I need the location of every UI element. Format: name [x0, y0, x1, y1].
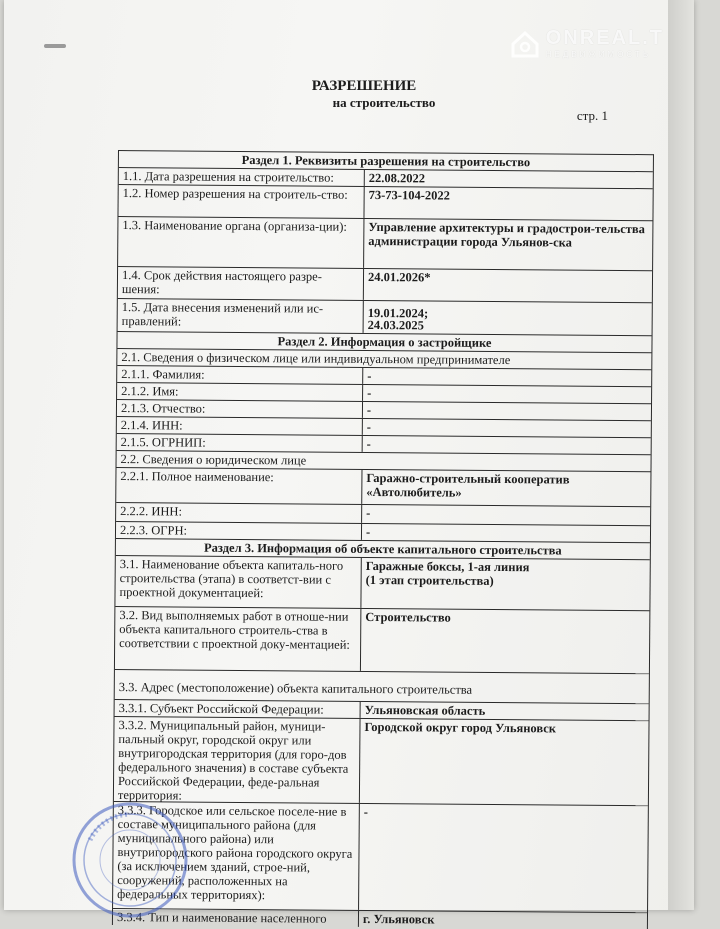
house-icon — [510, 29, 540, 59]
table-row — [113, 909, 647, 929]
field-label: 2.2.3. ОГРН: — [116, 522, 362, 540]
table-row — [118, 299, 652, 336]
field-label: 1.3. Наименование органа (организа-ции): — [118, 217, 364, 268]
watermark-subtitle: НЕДВИЖИМОСТЬ — [545, 50, 652, 59]
document-title: РАЗРЕШЕНИЕ — [311, 78, 417, 94]
table-row — [118, 217, 652, 271]
section-3-header: Раздел 3. Информация об объекте капитального строительства — [116, 539, 650, 560]
field-label: 1.4. Срок действия настоящего разре-шения: — [118, 267, 364, 300]
table-row — [118, 185, 652, 221]
field-label: 2.1.5. ОГРНИП: — [117, 434, 363, 452]
document-subtitle: на строительство — [332, 95, 436, 110]
subsection-legal-entity: 2.2. Сведения о юридическом лице — [117, 451, 651, 472]
field-label: 2.1.3. Отчество: — [117, 400, 363, 418]
field-label: 3.3.1. Субъект Российской Федерации: — [115, 700, 361, 718]
field-label: 1.1. Дата разрешения на строительство: — [119, 168, 365, 186]
field-value: г. Ульяновск — [362, 911, 435, 927]
field-value: 22.08.2022 — [368, 170, 426, 186]
field-value: Управление архитектуры и градострои-тельства администрации города Ульянов-ска — [368, 219, 646, 250]
ink-mark — [44, 44, 66, 48]
table-row — [115, 556, 649, 611]
field-label: 2.2.1. Полное наименование: — [116, 468, 362, 504]
field-value: Городской округ город Ульяновск — [364, 719, 557, 736]
table-row — [115, 607, 649, 674]
field-label: 3.3.4. Тип и наименование населенного — [113, 909, 359, 927]
field-label: 2.1.2. Имя: — [117, 383, 363, 401]
watermark — [510, 28, 664, 59]
field-label: 3.3.3. Городское или сельское поселе-ние в составе муниципального района (для муниципального района) или внутригородского района городского округа (за исключением зданий, строе-ний, сооружений, расположенных на федеральных территориях): — [113, 802, 360, 910]
page-number: стр. 1 — [576, 108, 608, 123]
field-value: Гаражные боксы, 1-ая линия (1 этап строительства) — [365, 558, 530, 588]
watermark-brand: ONREAL.T — [545, 27, 664, 49]
field-label: 2.1.1. Фамилия: — [117, 366, 363, 384]
field-value: - — [366, 505, 371, 520]
field-value: Ульяновская область — [364, 702, 486, 718]
field-value: - — [366, 402, 372, 417]
field-label: 3.1. Наименование объекта капиталь-ного строительства (этапа) в соответст-вии с проектной документацией: — [115, 556, 361, 608]
table-row — [113, 802, 648, 913]
official-seal-icon — [70, 800, 190, 920]
field-value: - — [366, 436, 371, 451]
field-value: - — [366, 419, 372, 434]
field-value: 19.01.2024; 24.03.2025 — [367, 305, 429, 333]
field-label: 1.2. Номер разрешения на строитель-ство: — [118, 185, 364, 218]
paper-edge — [668, 0, 694, 910]
field-value: - — [363, 804, 369, 819]
field-value: - — [367, 385, 372, 400]
field-value: 24.01.2026* — [367, 269, 431, 285]
field-value: Строительство — [365, 609, 451, 625]
field-value: - — [367, 368, 372, 383]
subsection-physical-person: 2.1. Сведения о физическом лице или индивидуальном предпринимателе — [117, 349, 651, 370]
field-value: 73-73-104-2022 — [368, 187, 450, 203]
field-label: 3.3.2. Муниципальный район, муници-пальный округ, городской округ или внутригородская территория (для горо-дов федерального значения) в составе субъекта Российской Федерации, феде-ральная территория: — [114, 717, 361, 803]
table-row — [116, 468, 650, 507]
field-label: 2.1.4. ИНН: — [117, 417, 363, 435]
field-label: 1.5. Дата внесения изменений или ис-правлений: — [118, 299, 364, 333]
table-row — [118, 267, 652, 303]
subsection-address: 3.3. Адрес (местоположение) объекта капитального строительства — [115, 670, 649, 704]
section-2-header: Раздел 2. Информация о застройщике — [117, 332, 651, 353]
table-row — [114, 717, 649, 806]
permit-form-table — [112, 150, 654, 929]
field-value: Гаражно-строительный кооператив «Автолюбитель» — [366, 470, 570, 500]
field-label: 2.2.2. ИНН: — [116, 503, 362, 523]
field-label: 3.2. Вид выполняемых работ в отноше-нии объекта капитального строитель-ства в соответствии с проектной доку-ментацией: — [115, 607, 361, 671]
section-1-header: Раздел 1. Реквизиты разрешения на строительство — [119, 151, 653, 172]
field-value: - — [365, 524, 371, 539]
